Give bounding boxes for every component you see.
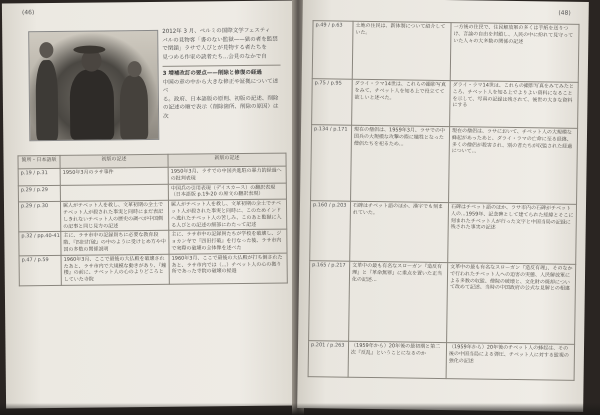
table-row <box>308 341 574 381</box>
text-line: バルの見物客「書のない監獄——獄の者を監禁 <box>162 36 278 44</box>
photo-figure <box>120 75 149 139</box>
photo-central-figure <box>70 69 115 139</box>
table-surface-shadow <box>0 403 600 415</box>
revised-text-cell: 中国兵の引用表現（デイスカース）の翻訳表現（日本語版 p.19-20 の原文の翻訳表現） <box>168 183 286 201</box>
revised-text-cell: 石碑はチベット語のほか、ラサ市内の石碑がチベット人の...1959年、記念碑として建てられた経緯とそこに刻まれたチベット人が行った文字と中国当局の記録に残された事実の記述 <box>448 203 577 265</box>
original-text-cell: （1959年から）20年後の最初期と第二次『反乱』ということになるのか <box>348 341 446 378</box>
citation-cell: p.201 / p.263 <box>308 341 348 378</box>
citation-cell: p.75 / p.95 <box>312 79 353 126</box>
original-text-cell: 1950年3月のラサ事件 <box>60 167 168 185</box>
intro-paragraph <box>162 27 281 121</box>
citation-cell: p.160 / p.203 <box>310 201 351 262</box>
photo-figure-head <box>39 42 53 58</box>
right-page <box>297 0 589 412</box>
photo-figure <box>35 60 58 140</box>
citation-cell: p.29 / p.29 <box>18 185 60 202</box>
original-text-cell: 土地の住民は、新体制について紹介していた。 <box>352 21 451 80</box>
citation-cell: p.19 / p.31 <box>18 168 60 185</box>
revised-text-cell: 現在の僧侶は、ラサにおいて、チベット人の大規模な蜂起があったあと、ダライ・ラマの亡命に至る経緯、多くの僧侶が殺害され、別の者たちが収監された経過について... <box>449 127 578 205</box>
revised-text-cell: 1950年3月、ラサでの中国兵進駐の暴力的経過への批判表現 <box>168 166 286 184</box>
text-line: の記述の順で表示（削除箇所、削除の原因）は次 <box>162 103 279 120</box>
table-row <box>19 253 287 286</box>
column-header: 初版の記述 <box>60 154 168 168</box>
table-row <box>312 21 579 83</box>
original-text-cell <box>60 184 168 202</box>
revision-table <box>308 20 580 381</box>
section-heading: 3 増補改訂の要点——削除と修復の経過 <box>162 69 262 77</box>
column-header: 箇所・日本語版 <box>18 155 60 168</box>
photo-hat <box>73 45 105 53</box>
text-line: る。政府、日本語版の原則、初版の記述、削除 <box>162 95 279 103</box>
photograph <box>28 30 159 141</box>
citation-cell: p.134 / p.171 <box>311 125 352 202</box>
table-row <box>312 79 579 129</box>
text-line: 見つめる作家の読者たち...会見のなかで自 <box>162 53 267 61</box>
citation-cell: p.49 / p.63 <box>312 21 353 80</box>
text-line: で閉鎖」ラサで人びとが見物する者たちを <box>162 44 267 52</box>
original-text-cell: 石碑はチベット語のほか、漢字でも刻まれていた。 <box>350 201 449 262</box>
original-text-cell: ダライ・ラマ14世は、これらの撮影写真をみて、チベット人を知る上で役立てて欲しいと述べた。 <box>352 79 451 126</box>
citation-cell: p.165 / p.217 <box>309 261 350 342</box>
photo-figure-head <box>127 61 141 77</box>
revised-text-cell: 主に、ラサ市中の記録員たちが学校を破壊し、ジョカン寺で『四旧打破』を行なった後、ラサ市内で実際の破壊の全体像を述べた <box>169 229 287 254</box>
table-row <box>19 229 287 255</box>
original-text-cell: 1960年3月、ここで最後の大仏殿を破壊されたあと、ラサ市内で大規模な動きがあり、『鐘楼』の前に、チベット人の心のよりどころとしていた寺院 <box>61 254 169 285</box>
revised-text-cell: 属人がチベット人を救し、文革初期の全土でチベット人が殺された事実と同時に、このためインドへ逃れたチベット人の苦しみ、このあと監獄に入る人びとの記述の細部にわたって記述 <box>168 199 286 230</box>
revised-text-cell: 一方後の住民で、住民解放軍の多くは手紙を送りつけ、言論の自由を封鎖し、人民の中に紛れて見守っていた人々の大多数の関係の記述 <box>450 23 579 83</box>
original-text-cell: 現在の僧侶は、1959年3月、ラサでの中国兵の大規模な攻撃の際に犠牲となった僧侶たちを祀るため... <box>351 125 450 202</box>
text-line: 2012年 3 月、ペルミの国際文学フェスティ <box>162 27 271 35</box>
column-header: 新版の記述 <box>168 153 286 167</box>
original-text-cell: 属人がチベット人を救し、文革初期の全土でチベット人が殺された事実と同時にまだ表記しきれないチベット人の歴史の調べが中国側の記事と同じ見方の記述 <box>60 200 168 231</box>
revised-text-cell: 1960年3月、ここで最後の大仏殿が打ち倒されたあと、ラサ市内では（...）チベット人の心の拠り所であった寺院の破壊の経過 <box>169 253 287 284</box>
table-row <box>311 125 578 205</box>
revised-text-cell: （1959年から）20年後のチベット人の蜂起は、その後の中国当局による弾圧、チベット人に対する監視の強化の記述 <box>446 343 574 381</box>
left-page <box>2 0 298 408</box>
citation-cell: p.29 / p.30 <box>18 202 60 233</box>
divider <box>163 65 281 67</box>
original-text-cell: 文革中の最も有名なスローガン『造反有理』と『革命無罪』に重点を置いた正当化の記述... <box>349 261 448 342</box>
table-row <box>310 201 577 265</box>
citation-cell: p.47 / p.59 <box>19 255 61 286</box>
page-number: (46) <box>21 9 35 17</box>
table-row <box>18 199 286 232</box>
citation-cell: p.32 / pp.40-41 <box>19 232 61 256</box>
revised-text-cell: ダライ・ラマ14世は、これらの撮影写真をみてみたところ、チベット人を知る上でよりよい資料になることを示して、写真の記録は残されて、後世の大きな資料にする <box>450 81 579 129</box>
revised-text-cell: 文革中の最も有名なスローガン『造反有理』、そのなかで行われたチベット人への迫害の実態、人民解放軍による多数の収監、僧院の破壊と、文化財の焼却について改めて記述、当時の中国政府の公式な見解との相違 <box>447 263 576 345</box>
table-row <box>309 261 576 345</box>
text-line: 中国の章の中から大きな修正や証拠について述べ <box>162 78 279 94</box>
original-text-cell: 主に、ラサ市中の記録員ちに必要な教育段階、『四旧打破』の中のように受けとめ方や中国の多数の関係説明 <box>61 231 169 256</box>
page-number: (48) <box>558 9 571 17</box>
revision-table <box>17 153 287 287</box>
